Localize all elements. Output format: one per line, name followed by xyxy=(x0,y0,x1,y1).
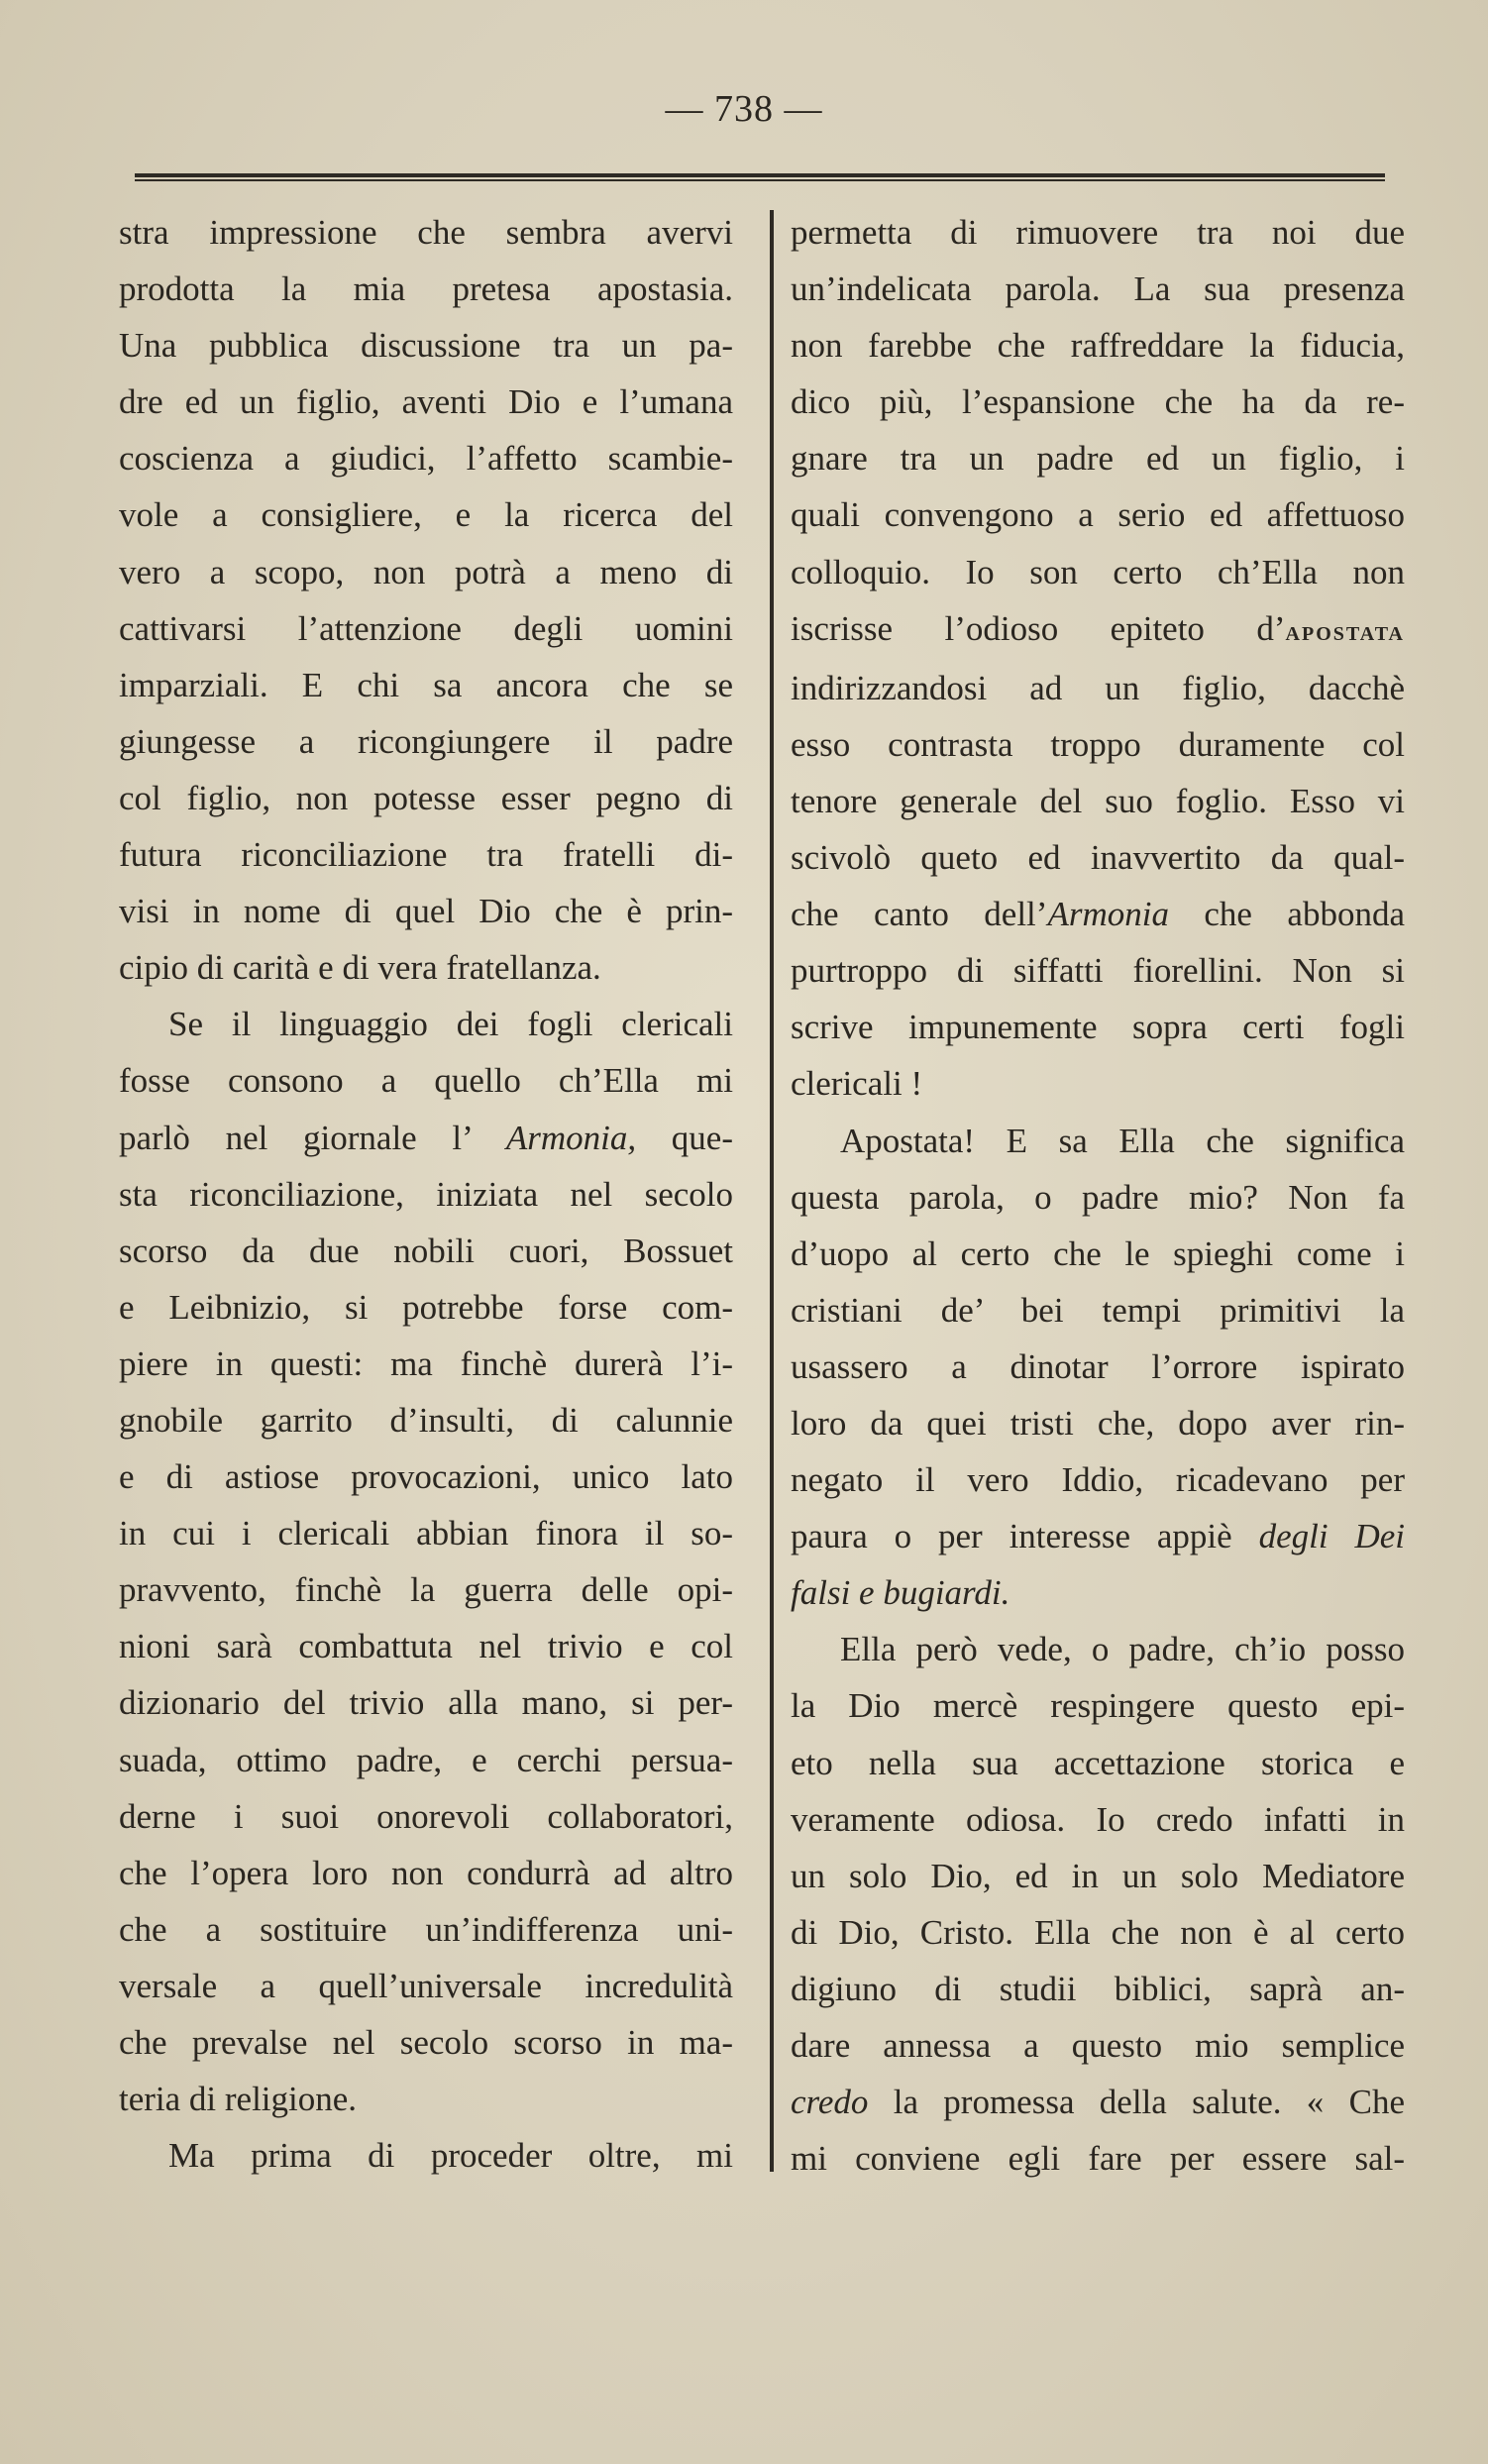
text-line: veramente odiosa. Io credo infatti in xyxy=(791,1799,1405,1839)
text-line: gnobile garrito d’insulti, di calunnie xyxy=(119,1400,733,1440)
text-line: sta riconciliazione, iniziata nel secolo xyxy=(119,1174,733,1214)
text-line: scrive impunemente sopra certi fogli xyxy=(791,1008,1405,1047)
text-line xyxy=(791,600,1405,660)
text-line: versale a quell’universale incredulità xyxy=(119,1966,733,2005)
text-fragment: la promessa della salute. « Che xyxy=(868,2083,1405,2122)
text-fragment: paura o per interesse appiè xyxy=(791,1517,1259,1556)
text-line: Se il linguaggio dei fogli clericali xyxy=(168,1005,733,1044)
text-line: nioni sarà combattuta nel trivio e col xyxy=(119,1627,733,1666)
text-line: giungesse a ricongiungere il padre xyxy=(119,721,733,761)
italic-credo: credo xyxy=(791,2083,869,2122)
text-line: stra impressione che sembra avervi xyxy=(119,213,733,252)
column-divider xyxy=(770,210,774,2172)
text-line: quali convengono a serio ed affettuoso xyxy=(791,495,1405,535)
text-line xyxy=(791,1508,1405,1564)
text-line: vero a scopo, non potrà a meno di xyxy=(119,552,733,591)
text-line: gnare tra un padre ed un figlio, i xyxy=(791,439,1405,479)
right-column xyxy=(791,204,1405,2187)
text-line: Apostata! E sa Ella che significa xyxy=(840,1121,1405,1160)
text-line: eto nella sua accettazione storica e xyxy=(791,1743,1405,1782)
text-line: e di astiose provocazioni, unico lato xyxy=(119,1457,733,1497)
text-line: non farebbe che raffreddare la fiducia, xyxy=(791,326,1405,366)
text-line: cipio di carità e di vera fratellanza. xyxy=(119,948,601,988)
text-line: dare annessa a questo mio semplice xyxy=(791,2026,1405,2065)
text-line: loro da quei tristi che, dopo aver rin- xyxy=(791,1403,1405,1443)
text-line: coscienza a giudici, l’affetto scambie- xyxy=(119,439,733,479)
text-line: d’uopo al certo che le spieghi come i xyxy=(791,1233,1405,1273)
text-line: un solo Dio, ed in un solo Mediatore xyxy=(791,1856,1405,1895)
text-line: questa parola, o padre mio? Non fa xyxy=(791,1177,1405,1217)
text-line: esso contrasta troppo duramente col xyxy=(791,724,1405,764)
text-line: cattivarsi l’attenzione degli uomini xyxy=(119,608,733,648)
text-line: permetta di rimuovere tra noi due xyxy=(791,213,1405,252)
text-line: clericali ! xyxy=(791,1064,923,1104)
text-line: scorso da due nobili cuori, Bossuet xyxy=(119,1231,733,1270)
text-line: digiuno di studii biblici, saprà an- xyxy=(791,1969,1405,2008)
text-line: purtroppo di siffatti fiorellini. Non si xyxy=(791,951,1405,991)
text-line: dizionario del trivio alla mano, si per- xyxy=(119,1683,733,1723)
text-line: fosse consono a quello ch’Ella mi xyxy=(119,1061,733,1101)
text-line: un’indelicata parola. La sua presenza xyxy=(791,269,1405,309)
text-line: scivolò queto ed inavvertito da qual- xyxy=(791,838,1405,878)
text-fragment: che abbonda xyxy=(1168,895,1405,934)
text-line: teria di religione. xyxy=(119,2080,358,2119)
text-line: che l’opera loro non condurrà ad altro xyxy=(119,1853,733,1892)
text-line: col figlio, non potesse esser pegno di xyxy=(119,778,733,817)
text-line xyxy=(791,1564,1405,1621)
text-line: cristiani de’ bei tempi primitivi la xyxy=(791,1290,1405,1330)
text-line: pravvento, finchè la guerra delle opi- xyxy=(119,1570,733,1610)
text-line: imparziali. E chi sa ancora che se xyxy=(119,665,733,704)
text-line: usassero a dinotar l’orrore ispirato xyxy=(791,1346,1405,1386)
text-line: la Dio mercè respingere questo epi- xyxy=(791,1686,1405,1726)
text-line: visi in nome di quel Dio che è prin- xyxy=(119,892,733,931)
text-line xyxy=(119,1110,733,1166)
italic-falsi-bugiardi: falsi e bugiardi. xyxy=(791,1573,1010,1613)
text-line: derne i suoi onorevoli collaboratori, xyxy=(119,1796,733,1836)
text-line: che a sostituire un’indifferenza uni- xyxy=(119,1909,733,1949)
italic-degli-dei: degli Dei xyxy=(1258,1517,1405,1556)
text-line: dico più, l’espansione che ha da re- xyxy=(791,382,1405,422)
text-line: futura riconciliazione tra fratelli di- xyxy=(119,835,733,875)
text-line: mi conviene egli fare per essere sal- xyxy=(791,2139,1405,2179)
text-line: e Leibnizio, si potrebbe forse com- xyxy=(119,1287,733,1327)
text-line: Ma prima di proceder oltre, mi xyxy=(168,2136,733,2176)
text-line: che prevalse nel secolo scorso in ma- xyxy=(119,2023,733,2062)
header-rule xyxy=(135,173,1385,181)
text-line: piere in questi: ma finchè durerà l’i- xyxy=(119,1343,733,1383)
text-line: Una pubblica discussione tra un pa- xyxy=(119,326,733,366)
text-line: in cui i clericali abbian finora il so- xyxy=(119,1514,733,1553)
text-line: negato il vero Iddio, ricadevano per xyxy=(791,1460,1405,1500)
text-line xyxy=(791,2074,1405,2130)
text-line: prodotta la mia pretesa apostasia. xyxy=(119,269,733,309)
page-number: — 738 — xyxy=(665,88,823,130)
text-line: suada, ottimo padre, e cerchi persua- xyxy=(119,1740,733,1779)
text-line: indirizzandosi ad un figlio, dacchè xyxy=(791,668,1405,707)
text-fragment: parlò nel giornale l’ xyxy=(119,1118,506,1157)
text-line: Ella però vede, o padre, ch’io posso xyxy=(840,1630,1405,1669)
text-fragment: che canto dell’ xyxy=(791,895,1048,934)
text-line: di Dio, Cristo. Ella che non è al certo xyxy=(791,1912,1405,1952)
italic-armonia: Armonia xyxy=(1047,895,1169,934)
text-fragment: iscrisse l’odioso epiteto d’ xyxy=(791,608,1286,648)
text-fragment: que- xyxy=(636,1118,733,1157)
text-line: tenore generale del suo foglio. Esso vi xyxy=(791,781,1405,820)
text-line: colloquio. Io son certo ch’Ella non xyxy=(791,552,1405,591)
text-line: vole a consigliere, e la ricerca del xyxy=(119,495,733,535)
text-line xyxy=(791,886,1405,942)
smallcaps-apostata: apostata xyxy=(1285,615,1405,647)
left-column xyxy=(119,204,733,2184)
italic-armonia: Armonia, xyxy=(505,1118,637,1157)
text-line: dre ed un figlio, aventi Dio e l’umana xyxy=(119,382,733,422)
